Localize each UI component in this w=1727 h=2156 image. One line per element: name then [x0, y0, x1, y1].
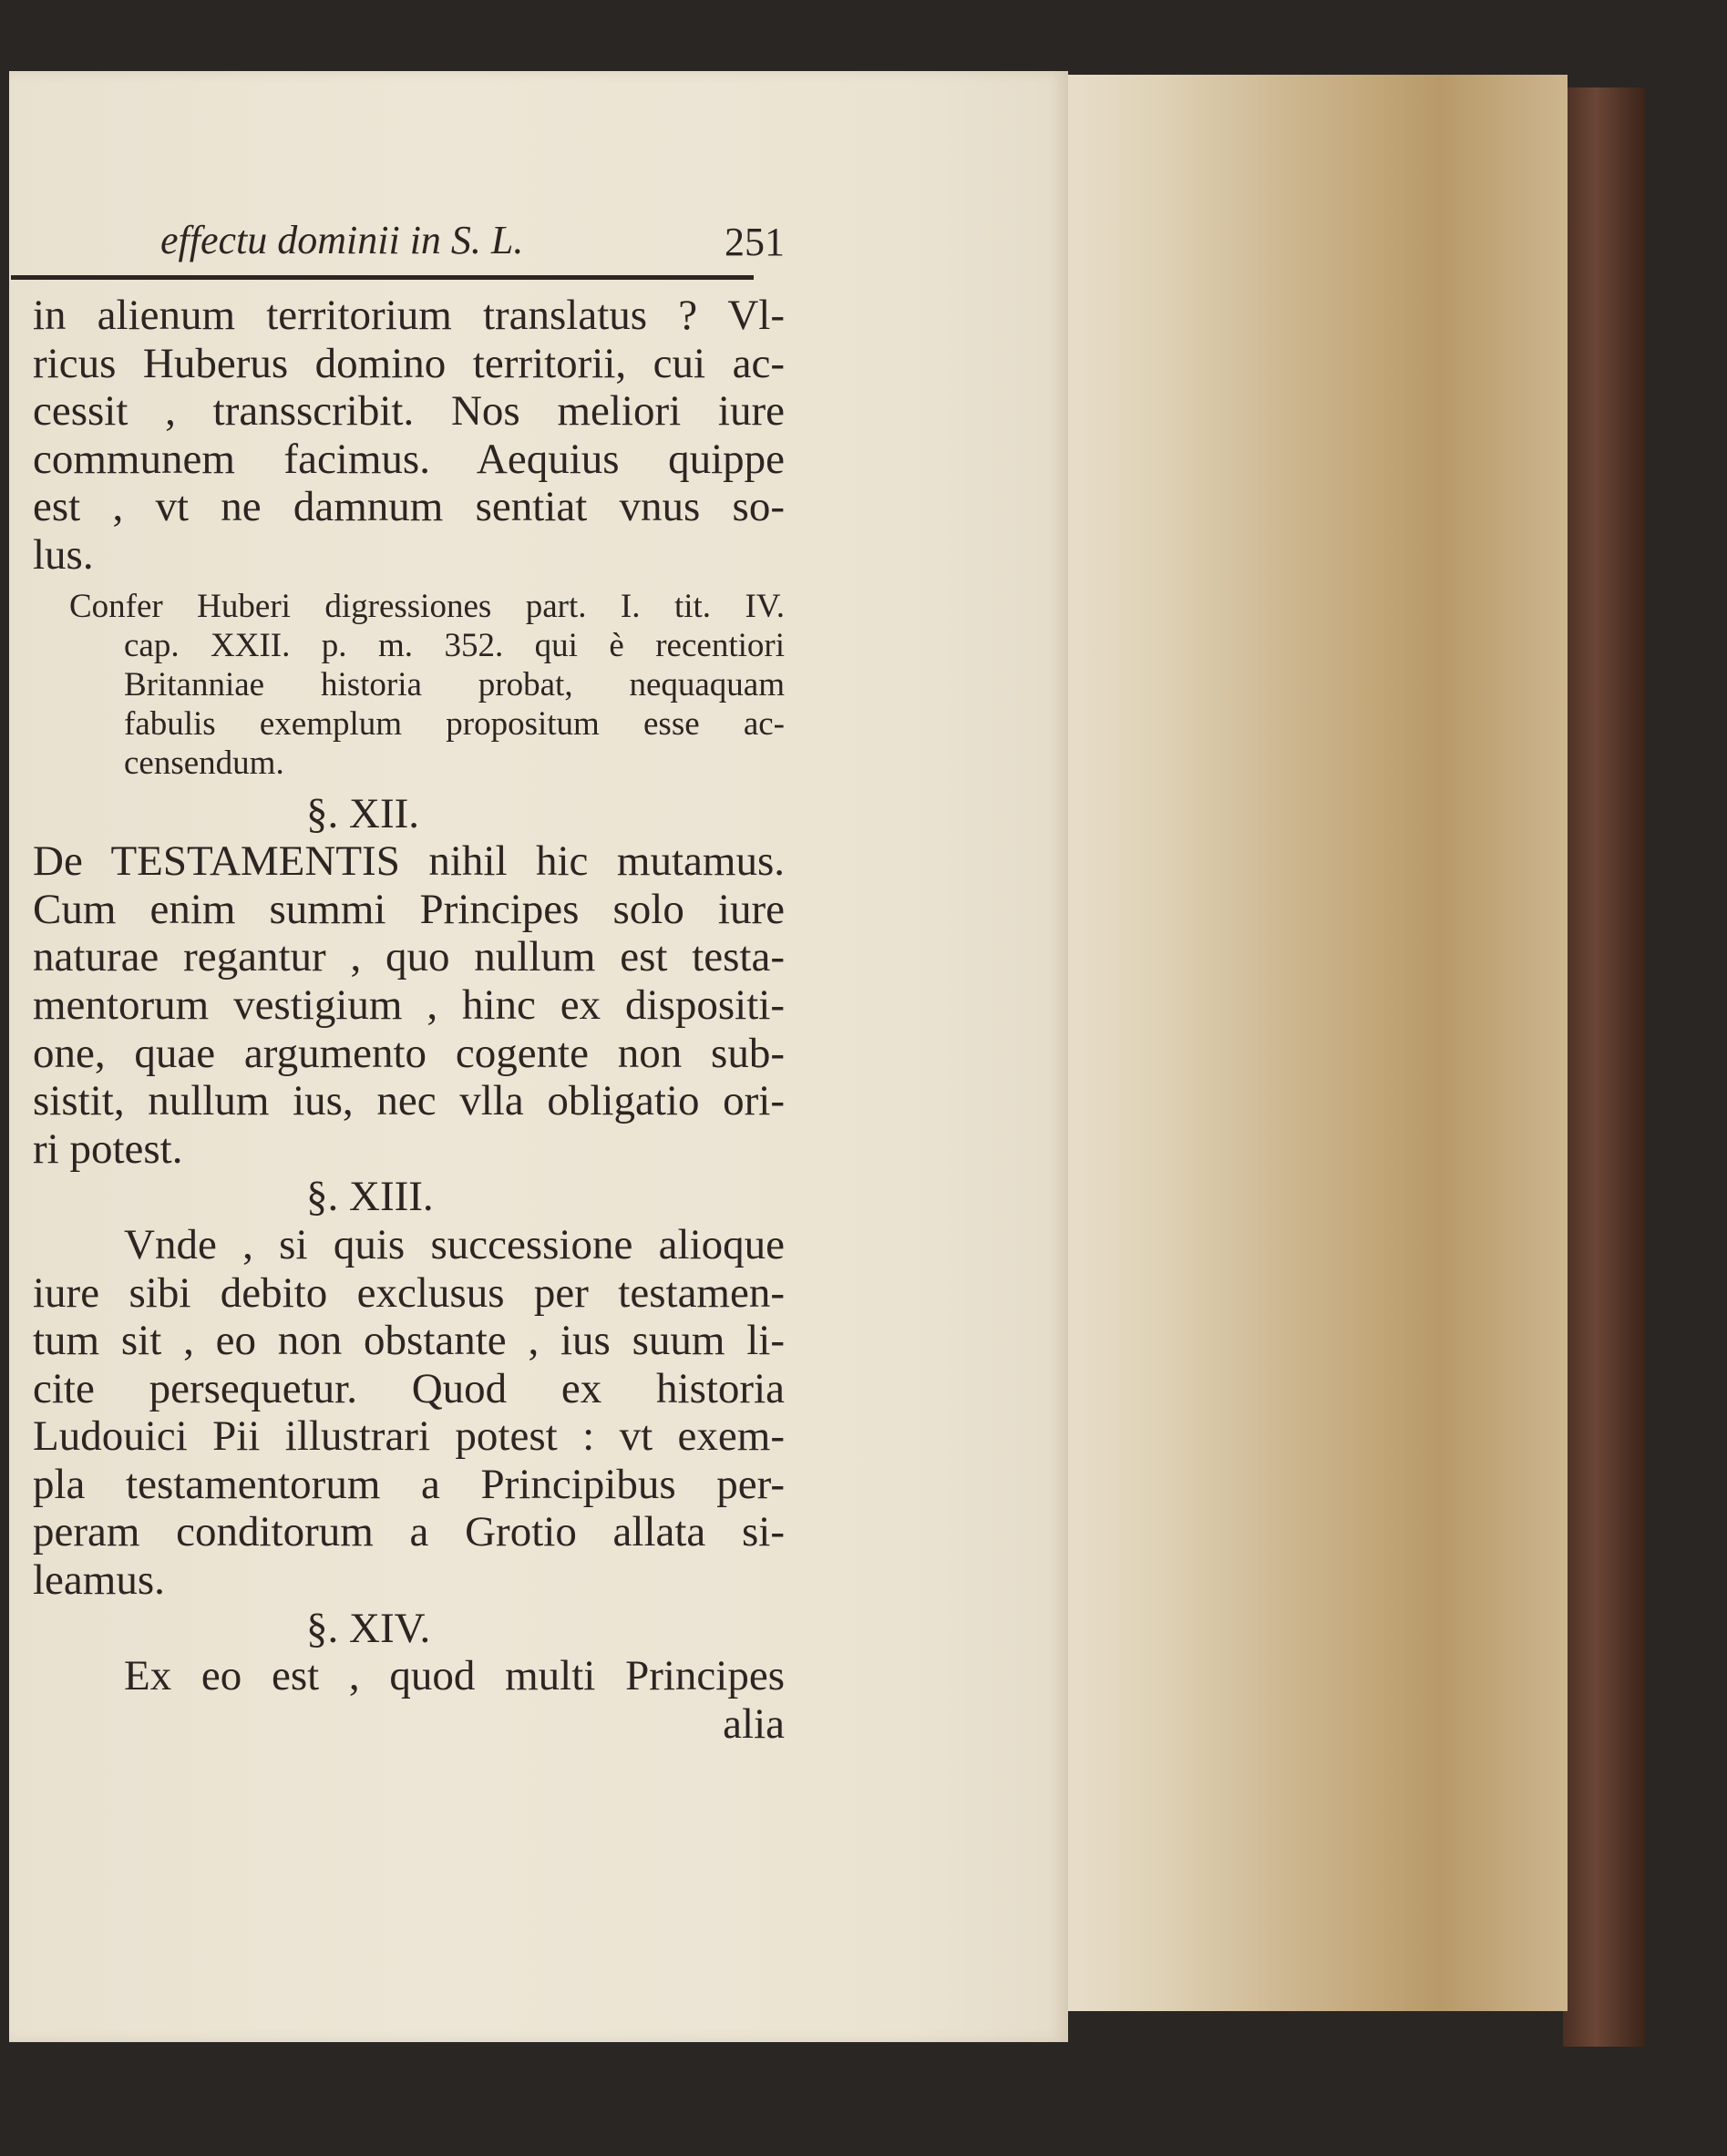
text-line: Vnde , si quis successione alioque [124, 1220, 785, 1268]
text-line: Cum enim summi Principes solo iure [33, 885, 785, 933]
note-line: Britanniae historia probat, nequaquam [124, 665, 785, 703]
page-number: 251 [725, 220, 785, 264]
running-header [33, 210, 785, 266]
text-line: naturae regantur , quo nullum est testa- [33, 933, 785, 981]
text-line: ricus Huberus domino territorii, cui ac- [33, 339, 785, 387]
section-13 [33, 1221, 785, 1605]
text-line: mentorum vestigium , hinc ex dispositi- [33, 980, 785, 1029]
catchword: alia [723, 1699, 785, 1748]
text-line: lus. [33, 530, 94, 579]
section-14 [33, 1652, 785, 1700]
text-line: iure sibi debito exclusus per testamen- [33, 1268, 785, 1317]
text-line: Ex eo est , quod multi Principes [124, 1652, 785, 1700]
text-line: pla testamentorum a Principibus per- [33, 1460, 785, 1508]
note-line: Confer Huberi digressiones part. I. tit. IV. [69, 587, 785, 625]
footnote [33, 587, 785, 783]
book-cover-edge [1563, 87, 1645, 2047]
text-line: ri potest. [33, 1124, 183, 1173]
note-line: cap. XXII. p. m. 352. qui è recentiori [124, 626, 785, 664]
text-line: peram conditorum a Grotio allata si- [33, 1508, 785, 1556]
paragraph-1 [33, 292, 785, 580]
running-title: effectu dominii in S. L. [160, 218, 524, 262]
section-heading-14: §. XIV. [306, 1604, 431, 1652]
text-line: cite persequetur. Quod ex historia [33, 1364, 785, 1412]
text-line: Ludouici Pii illustrari potest : vt exem- [33, 1412, 785, 1461]
text-line: in alienum territorium translatus ? Vl- [33, 292, 785, 339]
section-heading-13: §. XIII. [306, 1173, 434, 1221]
note-line: censendum. [124, 744, 284, 782]
text-line: est , vt ne damnum sentiat vnus so- [33, 483, 785, 531]
text-line: leamus. [33, 1556, 165, 1605]
text-line: communem facimus. Aequius quippe [33, 435, 785, 483]
text-line: cessit , transscribit. Nos meliori iure [33, 387, 785, 436]
page-text [33, 210, 785, 1748]
text-line: sistit, nullum ius, nec vlla obligatio ori- [33, 1077, 785, 1125]
section-heading-12: §. XII. [306, 789, 419, 837]
section-12 [33, 837, 785, 1173]
text-line: tum sit , eo non obstante , ius suum li- [33, 1317, 785, 1365]
text-line: De TESTAMENTIS nihil hic mutamus. [33, 837, 785, 886]
text-line: one, quae argumento cogente non sub- [33, 1029, 785, 1077]
page-fore-edge [1057, 75, 1568, 2011]
note-line: fabulis exemplum propositum esse ac- [124, 704, 785, 743]
